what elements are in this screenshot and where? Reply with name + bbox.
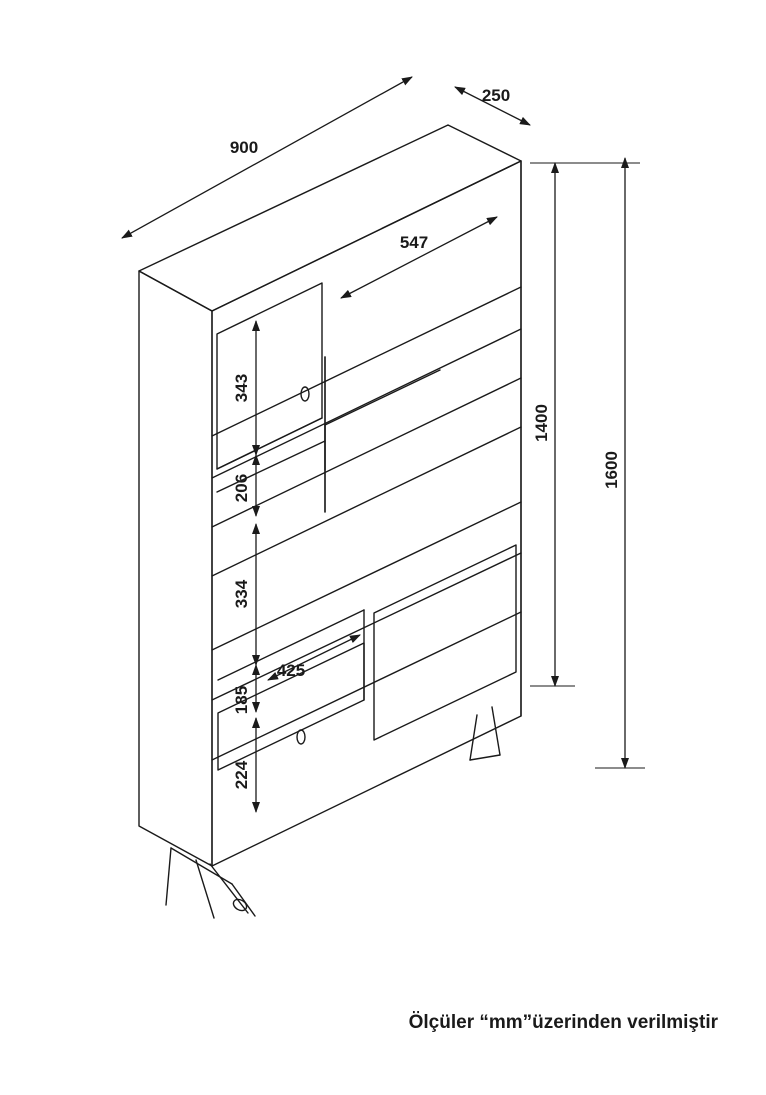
shelf-425-label: 425 — [276, 661, 306, 680]
leg-mid — [210, 864, 248, 913]
cabinet-geometry — [139, 125, 521, 918]
top-panel — [139, 125, 521, 311]
shelf-206-label: 206 — [232, 473, 251, 503]
dim-line-547 — [341, 217, 497, 298]
shelf-334-label: 334 — [232, 579, 251, 609]
dim-line-width — [122, 77, 412, 238]
upper-door-handle — [301, 387, 309, 401]
shelf-185-label: 185 — [232, 685, 251, 715]
lower-right-door — [374, 545, 516, 740]
total-height-label: 1600 — [602, 451, 621, 489]
body-height-label: 1400 — [532, 404, 551, 442]
width-label: 900 — [229, 138, 259, 157]
units-note: Ölçüler “mm”üzerinden verilmiştir — [408, 1012, 718, 1033]
front-face — [212, 161, 521, 866]
drawer-handle — [297, 730, 305, 744]
shelf-line-1 — [212, 287, 521, 436]
shelf-span-top-label: 547 — [399, 233, 429, 252]
shelf-line-3 — [212, 378, 521, 527]
dimension-labels — [230, 86, 621, 789]
shelf-line-5 — [212, 502, 521, 650]
drawer-224-label: 224 — [232, 760, 251, 790]
small-shelf-b — [325, 370, 440, 425]
door-top-height-label: 343 — [232, 373, 251, 403]
leg-right-b — [492, 707, 500, 755]
depth-label: 250 — [481, 86, 511, 105]
leg-right-brace — [470, 755, 500, 760]
leg-front-left — [166, 848, 171, 905]
shelf-line-6 — [212, 553, 521, 700]
left-side-panel — [139, 271, 212, 866]
shelf-line-2 — [212, 329, 521, 478]
